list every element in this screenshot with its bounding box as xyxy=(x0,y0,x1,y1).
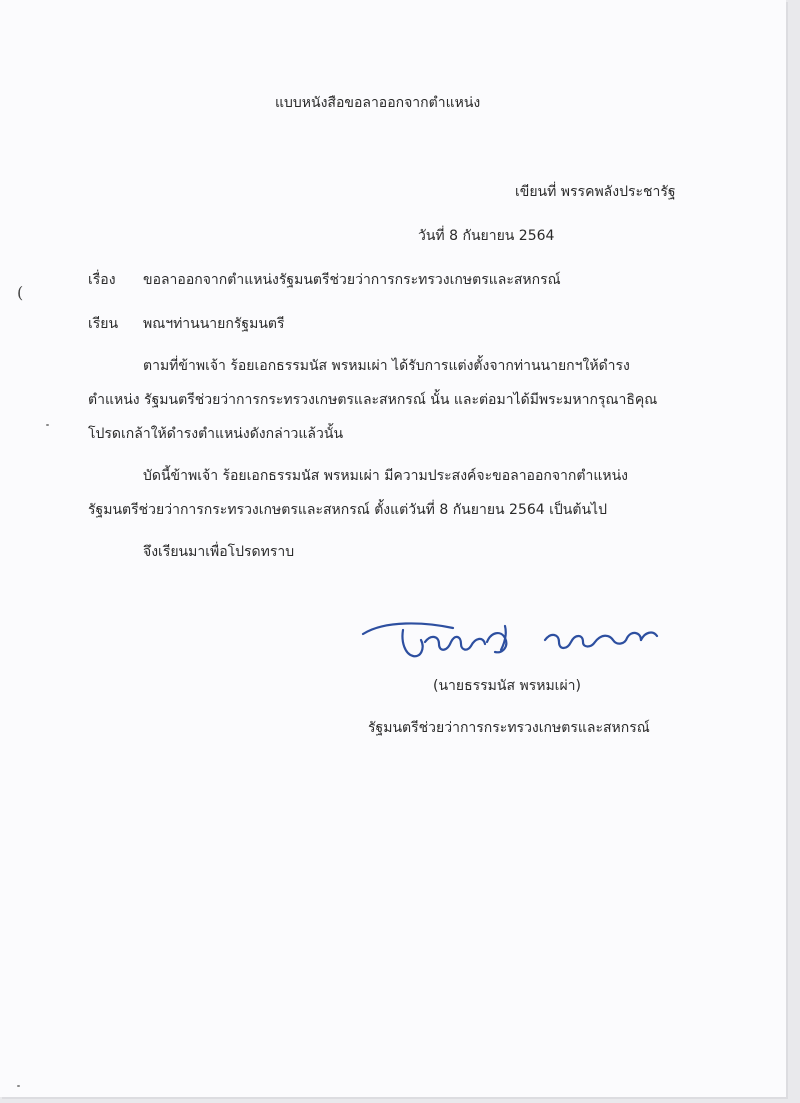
recipient-text: พณฯท่านนายกรัฐมนตรี xyxy=(143,316,285,332)
document-heading: แบบหนังสือขอลาออกจากตำแหน่ง xyxy=(275,95,481,111)
paragraph-2-line-1: บัดนี้ข้าพเจ้า ร้อยเอกธรรมนัส พรหมเผ่า มีความประสงค์จะขอลาออกจากตำแหน่ง xyxy=(143,468,628,484)
written-at: เขียนที่ พรรคพลังประชารัฐ xyxy=(515,184,676,200)
closing-line: จึงเรียนมาเพื่อโปรดทราบ xyxy=(143,544,295,560)
paragraph-1-line-1: ตามที่ข้าพเจ้า ร้อยเอกธรรมนัส พรหมเผ่า ได้รับการแต่งตั้งจากท่านนายกฯให้ดำรง xyxy=(143,358,630,374)
subject-text: ขอลาออกจากตำแหน่งรัฐมนตรีช่วยว่าการกระทรวงเกษตรและสหกรณ์ xyxy=(143,272,561,288)
paragraph-1-line-2: ตำแหน่ง รัฐมนตรีช่วยว่าการกระทรวงเกษตรและสหกรณ์ นั้น และต่อมาได้มีพระมหากรุณาธิคุณ xyxy=(88,392,658,408)
recipient-label: เรียน xyxy=(88,316,119,332)
subject-label: เรื่อง xyxy=(88,272,116,288)
document-date: วันที่ 8 กันยายน 2564 xyxy=(418,228,555,244)
paper-speck xyxy=(46,424,49,426)
margin-mark: ( xyxy=(17,283,24,302)
paragraph-2-line-2: รัฐมนตรีช่วยว่าการกระทรวงเกษตรและสหกรณ์ ตั้งแต่วันที่ 8 กันยายน 2564 เป็นต้นไป xyxy=(88,502,607,518)
handwritten-signature xyxy=(355,612,685,672)
paper-speck xyxy=(17,1085,20,1087)
paragraph-1-line-3: โปรดเกล้าให้ดำรงตำแหน่งดังกล่าวแล้วนั้น xyxy=(88,426,344,442)
signatory-name: (นายธรรมนัส พรหมเผ่า) xyxy=(433,678,581,694)
signatory-position: รัฐมนตรีช่วยว่าการกระทรวงเกษตรและสหกรณ์ xyxy=(368,720,650,736)
